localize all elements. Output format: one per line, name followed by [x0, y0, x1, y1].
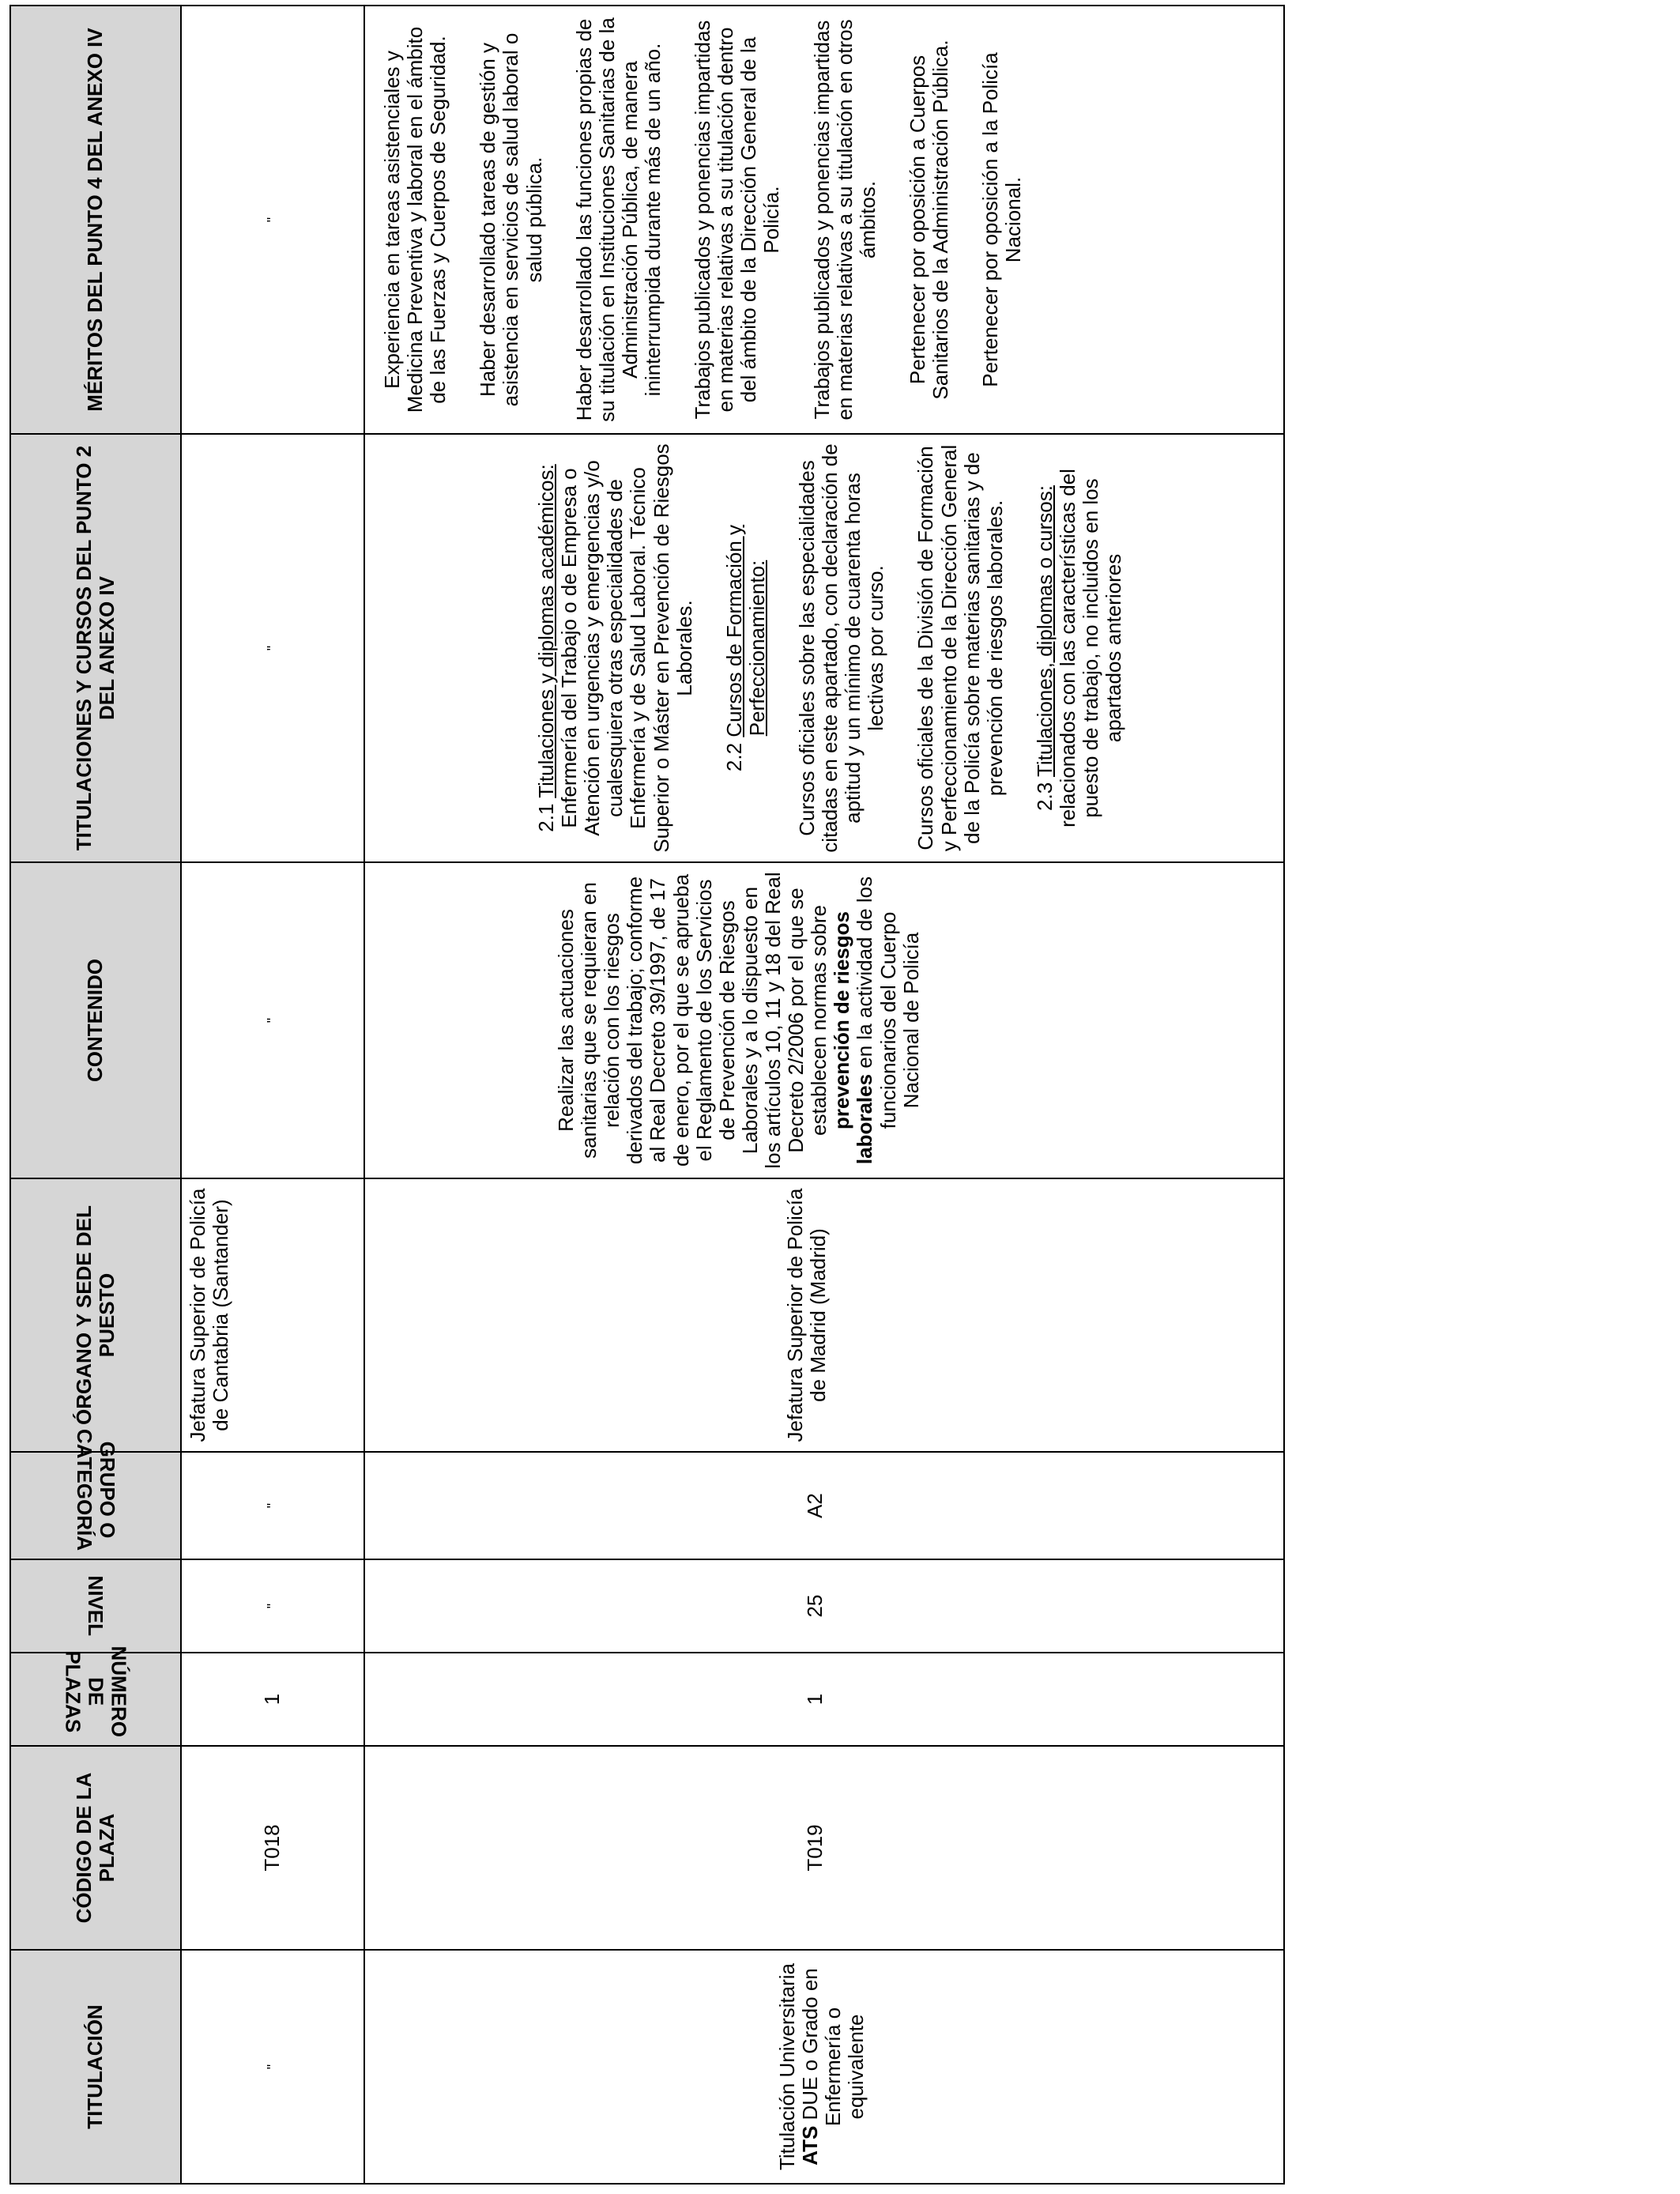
- merito-item: Trabajos publicados y ponencias impartidas en materias relativas a su titulación en otros ámbitos.: [809, 19, 880, 420]
- row2-meritos: [364, 6, 1284, 434]
- merito-item: Pertenecer por oposición a la Policía Nacional.: [978, 52, 1026, 387]
- tc-23-text: relacionados con las características del puesto de trabajo, no incluidos en los apartados anteriores: [1055, 469, 1126, 827]
- header-nivel: [10, 1559, 181, 1653]
- header-grupo: [10, 1428, 181, 1559]
- merito-item: Pertenecer por oposición a Cuerpos Sanitarios de la Administración Pública.: [905, 40, 952, 400]
- tc-section-2-2: [723, 443, 769, 854]
- row2-nivel: 25: [364, 1559, 1284, 1653]
- row2-titulacion: [364, 1950, 1284, 2184]
- merito-item: Haber desarrollado las funciones propias de su titulación en Instituciones Sanitarias de la Administración Pública, de manera ininterrumpida durante más de un año.: [571, 17, 665, 422]
- header-contenido: CONTENIDO: [10, 862, 181, 1178]
- merito-item: Trabajos publicados y ponencias impartidas en materias relativas a su titulación dentro del ámbito de la Dirección General de la Policía.: [691, 20, 784, 420]
- header-grupo-text: GRUPO O CATEGORÍA: [73, 1428, 120, 1551]
- row1-titulacion: ": [181, 1950, 364, 2184]
- row1-codigo: T018: [181, 1746, 364, 1950]
- row1-contenido: ": [181, 862, 364, 1178]
- header-titulaciones-cursos: TITULACIONES Y CURSOS DEL PUNTO 2 DEL ANEXO IV: [10, 434, 181, 862]
- header-codigo: CÓDIGO DE LA PLAZA: [10, 1746, 181, 1950]
- row1-titulaciones-cursos: ": [181, 434, 364, 862]
- row1-grupo: ": [181, 1452, 364, 1559]
- tc-21-num: 2.1: [534, 797, 558, 832]
- tc-21-text: Enfermería del Trabajo o de Empresa o Atención en urgencias y emergencias y/o cualesquiera otras especialidades de Enfermería y de Salud Laboral. Técnico Superior o Máster en Prevención de Riesgos Laborales.: [557, 443, 696, 853]
- header-organo: ÓRGANO Y SEDE DEL PUESTO: [10, 1178, 181, 1452]
- row2-codigo: T019: [364, 1746, 1284, 1950]
- row2-organo: Jefatura Superior de Policía de Madrid (Madrid): [364, 1178, 1284, 1452]
- table-row: [181, 6, 364, 2184]
- row2-titulacion-pre: Titulación Universitaria: [775, 1962, 799, 2171]
- tc-21-title: Titulaciones y diplomas académicos:: [534, 464, 558, 798]
- table-row: [364, 6, 1284, 2184]
- row2-contenido-pre: Realizar las actuaciones sanitarias que se requieran en relación con los riesgos derivados del trabajo; conforme al Real Decreto 39/1997, de 17 de enero, por el que se aprueba el Reglamento de los Servicios de Prevención de Riesgos Laborales y a lo dispuesto en los artículos 10, 11 y 18 del Real Decreto 2/2006 por el que se establecen normas sobre: [554, 872, 831, 1169]
- row1-organo: Jefatura Superior de Policía de Cantabria (Santander): [181, 1178, 364, 1452]
- row2-contenido-post: en la actividad de los funcionarios del Cuerpo Nacional de Policía: [853, 876, 923, 1129]
- tc-22-num: 2.2: [721, 737, 746, 772]
- header-row: [10, 6, 181, 2184]
- tc-22-paragraph-1: Cursos oficiales sobre las especialidades citadas en este apartado, con declaración de aptitud y un mínimo de cuarenta horas lectivas por curso.: [794, 443, 888, 853]
- merito-item: Haber desarrollado tareas de gestión y asistencia en servicios de salud laboral o salud pública.: [476, 32, 546, 407]
- row2-titulacion-post: DUE o Grado en Enfermería o equivalente: [798, 1968, 868, 2127]
- row2-titulacion-bold: ATS: [798, 2125, 823, 2166]
- tc-22-paragraph-2: Cursos oficiales de la División de Formación y Perfeccionamiento de la Dirección General de la Policía sobre materias sanitarias y de prevención de riesgos laborales.: [913, 444, 1007, 852]
- row2-contenido: [364, 862, 1284, 1178]
- row2-grupo: A2: [364, 1452, 1284, 1559]
- header-meritos: MÉRITOS DEL PUNTO 4 DEL ANEXO IV: [10, 6, 181, 434]
- header-numero-text: NÚMERO DE PLAZAS: [61, 1646, 131, 1737]
- header-titulacion: TITULACIÓN: [10, 1950, 181, 2184]
- row2-numero: 1: [364, 1653, 1284, 1746]
- tc-22-title: Cursos de Formación y Perfeccionamiento:: [721, 524, 769, 737]
- row2-contenido-bold: prevención de riesgos laborales: [830, 911, 877, 1165]
- row1-numero: 1: [181, 1653, 364, 1746]
- header-nivel-text: NIVEL: [84, 1575, 108, 1637]
- header-numero: [10, 1646, 181, 1746]
- merito-item: Experiencia en tareas asistenciales y Medicina Preventiva y laboral en el ámbito de las Fuerzas y Cuerpos de Seguridad.: [380, 26, 450, 413]
- tc-section-2-1: [535, 443, 696, 854]
- row2-titulaciones-cursos: [364, 434, 1284, 862]
- row1-meritos: ": [181, 6, 364, 434]
- row1-nivel: ": [181, 1559, 364, 1653]
- plazas-table: [9, 5, 1285, 2185]
- tc-23-title: Titulaciones, diplomas o cursos:: [1032, 485, 1057, 778]
- tc-section-2-3: [1034, 443, 1125, 854]
- tc-23-num: 2.3: [1032, 777, 1057, 811]
